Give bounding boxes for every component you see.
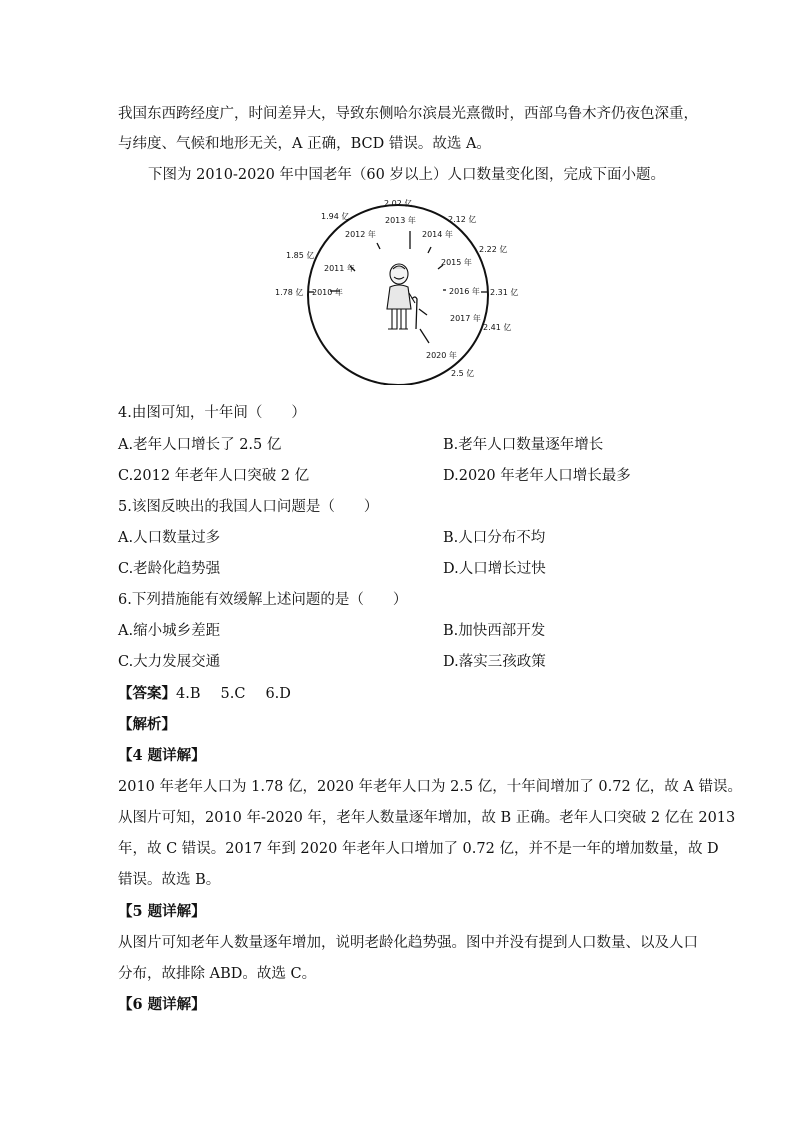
q6-option-a[interactable]: A.缩小城乡差距 (118, 623, 221, 639)
population-clock-figure (268, 195, 528, 385)
q6-option-d[interactable]: D.落实三孩政策 (443, 654, 546, 670)
population-label-2011: 1.85 亿 (286, 251, 315, 260)
q5-detail-line-2: 分布，故排除 ABD。故选 C。 (118, 966, 317, 982)
question-prompt: 下图为 2010-2020 年中国老年（60 岁以上）人口数量变化图，完成下面小题。 (148, 167, 665, 183)
year-label-2010: 2010 年 (312, 288, 343, 297)
q5-option-c[interactable]: C.老龄化趋势强 (118, 561, 221, 577)
population-label-2014: 2.12 亿 (448, 215, 477, 224)
year-label-2011: 2011 年 (324, 264, 355, 273)
q6-option-b[interactable]: B.加快西部开发 (443, 623, 546, 639)
q4-detail-line-2: 从图片可知，2010 年-2020 年，老年人数量逐年增加，故 B 正确。老年人口突破 2 亿在 2013 (118, 810, 736, 826)
population-label-2012: 1.94 亿 (321, 212, 350, 221)
year-label-2014: 2014 年 (422, 230, 453, 239)
answer-line (118, 684, 291, 704)
q5-detail-line-1: 从图片可知老年人数量逐年增加，说明老龄化趋势强。图中并没有提到人口数量、以及人口 (118, 935, 698, 951)
population-label-2015: 2.22 亿 (479, 245, 508, 254)
q5-option-b[interactable]: B.人口分布不均 (443, 530, 546, 546)
population-label-2017: 2.41 亿 (483, 323, 512, 332)
question-6-stem: 6.下列措施能有效缓解上述问题的是（ ） (118, 592, 408, 608)
answer-label: 【答案】 (118, 685, 176, 702)
q4-detail-heading: 【4 题详解】 (118, 747, 206, 764)
clock-ticks (330, 231, 446, 343)
q4-option-c[interactable]: C.2012 年老年人口突破 2 亿 (118, 468, 310, 484)
question-5-stem: 5.该图反映出的我国人口问题是（ ） (118, 499, 379, 515)
intro-line-1: 我国东西跨经度广，时间差异大，导致东侧哈尔滨晨光熹微时，西部乌鲁木齐仍夜色深重， (118, 106, 698, 122)
q4-detail-line-1: 2010 年老年人口为 1.78 亿，2020 年老年人口为 2.5 亿，十年间增加了 0.72 亿，故 A 错误。 (118, 779, 742, 795)
answer-q5: 5.C (220, 686, 246, 702)
year-label-2017: 2017 年 (450, 314, 481, 323)
q6-detail-heading: 【6 题详解】 (118, 996, 206, 1013)
year-label-2020: 2020 年 (426, 351, 457, 360)
population-label-2020: 2.5 亿 (451, 369, 475, 378)
q5-option-d[interactable]: D.人口增长过快 (443, 561, 546, 577)
year-label-2016: 2016 年 (449, 287, 480, 296)
population-label-2016: 2.31 亿 (490, 288, 519, 297)
tick-2012 (377, 243, 380, 249)
q5-option-a[interactable]: A.人口数量过多 (118, 530, 221, 546)
q4-detail-line-4: 错误。故选 B。 (118, 872, 221, 888)
elderly-person-with-cane-icon (387, 264, 417, 329)
answer-q6: 6.D (265, 686, 291, 702)
question-4-stem: 4.由图可知，十年间（ ） (118, 405, 306, 421)
analysis-heading: 【解析】 (118, 716, 176, 733)
answer-q4: 4.B (176, 686, 201, 702)
tick-2020 (420, 329, 429, 343)
q4-option-a[interactable]: A.老年人口增长了 2.5 亿 (118, 437, 282, 453)
q4-option-b[interactable]: B.老年人口数量逐年增长 (443, 437, 604, 453)
population-label-2013: 2.02 亿 (384, 199, 413, 208)
tick-2014 (428, 247, 431, 253)
q6-option-c[interactable]: C.大力发展交通 (118, 654, 221, 670)
intro-line-2: 与纬度、气候和地形无关，A 正确，BCD 错误。故选 A。 (118, 136, 491, 152)
tick-2017 (419, 309, 427, 315)
q4-detail-line-3: 年，故 C 错误。2017 年到 2020 年老年人口增加了 0.72 亿，并不是一年的增加数量，故 D (118, 841, 719, 857)
year-label-2013: 2013 年 (385, 216, 416, 225)
year-label-2012: 2012 年 (345, 230, 376, 239)
year-label-2015: 2015 年 (441, 258, 472, 267)
population-label-2010: 1.78 亿 (275, 288, 304, 297)
q5-detail-heading: 【5 题详解】 (118, 903, 206, 920)
q4-option-d[interactable]: D.2020 年老年人口增长最多 (443, 468, 631, 484)
